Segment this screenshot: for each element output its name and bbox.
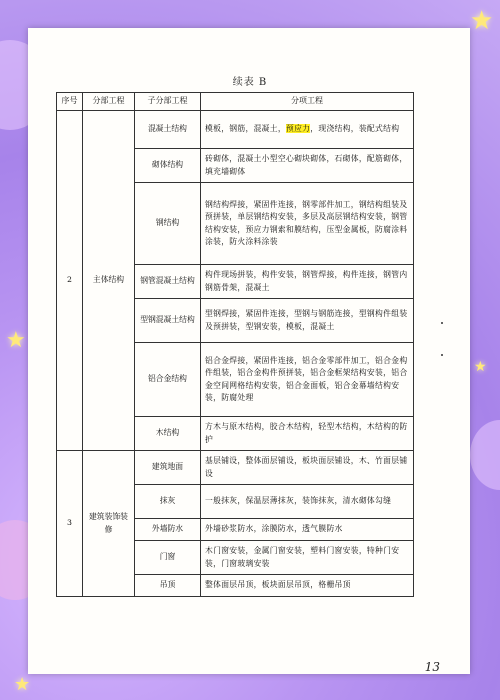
seq-cell: 3 — [57, 451, 83, 597]
item-cell: 一般抹灰，保温层薄抹灰，装饰抹灰，清水砌体勾缝 — [201, 485, 414, 519]
item-cell: 砖砌体，混凝土小型空心砌块砌体，石砌体，配筋砌体，填充墙砌体 — [201, 149, 414, 183]
header-item: 分项工程 — [201, 93, 414, 111]
subdivision-cell: 抹灰 — [135, 485, 201, 519]
table-row — [57, 451, 414, 485]
subdivision-cell: 木结构 — [135, 417, 201, 451]
page-background: ★ ★ ★ ★ 续表 B 序号 分部工程 子分部工程 分项工程 2 主体结构 混凝土结构 模板，钢筋，混凝土，预应力，现浇结构，装配式结构 砌体结构 砖砌体，混凝土小型空心砌块砌体，石砌体，配筋砌体，填充墙砌体 钢结构 钢结构焊接，紧固件连接，钢零部件加工，钢结构组装及预拼装，单层钢结构安装，多层及高层钢结构安装，钢管结构安装，预应力钢索和膜结构，压型金属板，防腐涂料涂装，防火涂料涂装 钢管混凝土结构 构件现场拼装，构件安装，钢管焊接，构件连接，钢管内钢筋骨架，混凝土 型钢混凝土结构 型钢焊接，紧固件连接，型钢与钢筋连接，型钢构件组装及预拼装，型钢安装，模板，混凝土 铝合金结构 铝合金焊接，紧固件连接，铝合金零部件加工，铝合金构件组装，铝合金构件预拼装，铝合金框架结构安装，铝合金空间网格结构安装，铝合金面板，铝合金幕墙结构安装，防腐处理 木结构 方木与原木结构，胶合木结构，轻型木结构，木结构的防护 3 建筑装饰装修 建筑地面 基层铺设，整体面层铺设，板块面层铺设，木、竹面层铺设 抹灰 一般抹灰，保温层薄抹灰，装饰抹灰，清水砌体勾缝 外墙防水 外墙砂浆防水，涂膜防水，透气膜防水 门窗 木门窗安装，金属门窗安装，塑料门窗安装，特种门安装，门窗玻璃安装 吊顶 整体面层吊顶，板块面层吊顶，格栅吊顶 13 — [0, 0, 500, 700]
subdivision-cell: 砌体结构 — [135, 149, 201, 183]
division-cell: 建筑装饰装修 — [83, 451, 135, 597]
table-header-row — [57, 93, 414, 111]
item-cell: 铝合金焊接，紧固件连接，铝合金零部件加工，铝合金构件组装，铝合金构件预拼装，铝合金框架结构安装，铝合金空间网格结构安装，铝合金面板，铝合金幕墙结构安装，防腐处理 — [201, 343, 414, 417]
table-caption: 续表 B — [232, 77, 268, 88]
item-text: ，现浇结构，装配式结构 — [310, 124, 400, 134]
subdivision-cell: 混凝土结构 — [135, 111, 201, 149]
item-cell: 型钢焊接，紧固件连接，型钢与钢筋连接，型钢构件组装及预拼装，型钢安装，模板，混凝土 — [201, 299, 414, 343]
subdivision-cell: 建筑地面 — [135, 451, 201, 485]
page-number: 13 — [424, 660, 440, 674]
highlighted-text: 预应力 — [285, 124, 311, 134]
item-cell: 基层铺设，整体面层铺设，板块面层铺设，木、竹面层铺设 — [201, 451, 414, 485]
seq-cell: 2 — [57, 111, 83, 451]
item-cell: 外墙砂浆防水，涂膜防水，透气膜防水 — [201, 519, 414, 541]
subdivision-cell: 门窗 — [135, 541, 201, 575]
subdivision-cell: 型钢混凝土结构 — [135, 299, 201, 343]
item-cell: 构件现场拼装，构件安装，钢管焊接，构件连接，钢管内钢筋骨架，混凝土 — [201, 265, 414, 299]
item-cell: 木门窗安装，金属门窗安装，塑料门窗安装，特种门安装，门窗玻璃安装 — [201, 541, 414, 575]
background-heart-shape — [470, 420, 500, 490]
subdivision-cell: 铝合金结构 — [135, 343, 201, 417]
table-row — [57, 111, 414, 149]
project-division-table — [56, 92, 414, 597]
subdivision-cell: 钢结构 — [135, 183, 201, 265]
division-cell: 主体结构 — [83, 111, 135, 451]
header-division: 分部工程 — [83, 93, 135, 111]
header-seq: 序号 — [57, 93, 83, 111]
item-cell — [201, 111, 414, 149]
item-cell: 钢结构焊接，紧固件连接，钢零部件加工，钢结构组装及预拼装，单层钢结构安装，多层及高层钢结构安装，钢管结构安装，预应力钢索和膜结构，压型金属板，防腐涂料涂装，防火涂料涂装 — [201, 183, 414, 265]
item-cell: 整体面层吊顶，板块面层吊顶，格栅吊顶 — [201, 575, 414, 597]
scan-speck — [441, 322, 443, 324]
item-text: 模板，钢筋，混凝土， — [205, 124, 286, 134]
subdivision-cell: 吊顶 — [135, 575, 201, 597]
subdivision-cell: 钢管混凝土结构 — [135, 265, 201, 299]
item-cell: 方木与原木结构，胶合木结构，轻型木结构，木结构的防护 — [201, 417, 414, 451]
subdivision-cell: 外墙防水 — [135, 519, 201, 541]
scan-speck — [441, 354, 443, 356]
header-subdivision: 子分部工程 — [135, 93, 201, 111]
